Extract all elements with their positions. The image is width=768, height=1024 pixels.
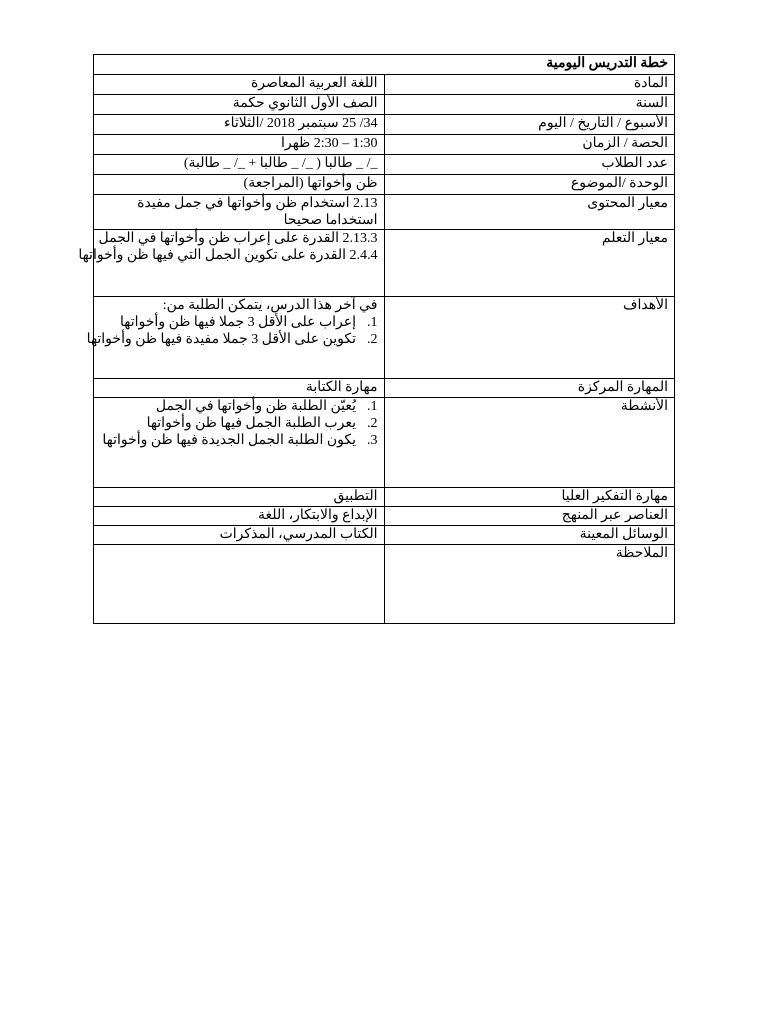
activities-value [94,398,385,488]
objectives-label: الأهداف [384,297,675,379]
row-teaching-aids [94,526,675,545]
teaching-aids-value: الكتاب المدرسي، المذكرات [94,526,385,545]
row-subject [94,75,675,95]
activity-item [98,415,378,432]
row-activities [94,398,675,488]
activity-text: يكون الطلبة الجمل الجديدة فيها ظن وأخواتها [102,433,356,448]
activity-item [98,432,378,449]
objective-number: 1. [367,315,378,330]
year-value: الصف الأول الثانوي حكمة [94,95,385,115]
row-year [94,95,675,115]
objective-text: تكوين على الأقل 3 جملا مفيدة فيها ظن وأخواتها [86,332,356,347]
activity-number: 3. [367,433,378,448]
learning-standard-item: 2.4.4 القدرة على تكوين الجمل التي فيها ظن وأخواتها [78,248,378,263]
row-students-count [94,155,675,175]
row-focused-skill [94,379,675,398]
objective-text: إعراب على الأقل 3 جملا فيها ظن وأخواتها [120,315,356,330]
focused-skill-label: المهارة المركزة [384,379,675,398]
objective-item [86,331,378,348]
unit-topic-label: الوحدة /الموضوع [384,175,675,195]
row-content-standard [94,195,675,230]
year-label: السنة [384,95,675,115]
row-objectives [94,297,675,379]
higher-thinking-label: مهارة التفكير العليا [384,488,675,507]
learning-standard-value [78,230,385,297]
activity-number: 2. [367,416,378,431]
week-date-day-label: الأسبوع / التاريخ / اليوم [384,115,675,135]
students-count-label: عدد الطلاب [384,155,675,175]
students-count-value: _/ _ طالبا ( _/ _ طالبا + _/ _ طالبة) [94,155,385,175]
row-period-time [94,135,675,155]
objectives-value [86,297,385,379]
higher-thinking-value: التطبيق [94,488,385,507]
row-learning-standard [94,230,675,297]
activity-number: 1. [367,399,378,414]
activity-item [98,398,378,415]
content-standard-label: معيار المحتوى [384,195,675,230]
row-week-date-day [94,115,675,135]
period-time-value: 1:30 – 2:30 ظهرا [94,135,385,155]
teaching-aids-label: الوسائل المعينة [384,526,675,545]
notes-label: الملاحظة [384,545,675,624]
lesson-plan-table [78,54,675,624]
cross-curricular-value: الإبداع والابتكار، اللغة [94,507,385,526]
activity-text: يعرب الطلبة الجمل فيها ظن وأخواتها [146,416,356,431]
objective-item [98,314,378,331]
activity-text: يُعيّن الطلبة ظن وأخواتها في الجمل [155,399,356,414]
plan-title: خطة التدريس اليومية [94,55,675,75]
unit-topic-value: ظن وأخواتها (المراجعة) [94,175,385,195]
objective-number: 2. [367,332,378,347]
focused-skill-value: مهارة الكتابة [94,379,385,398]
objectives-intro: في آخر هذا الدرس، يتمكن الطلبة من: [162,298,378,313]
activities-label: الأنشطة [384,398,675,488]
notes-value [94,545,385,624]
week-date-day-value: 34/ 25 سبتمبر 2018 /الثلاثاء [94,115,385,135]
row-notes [94,545,675,624]
cross-curricular-label: العناصر عبر المنهج [384,507,675,526]
learning-standard-label: معيار التعلم [384,230,675,297]
subject-value: اللغة العربية المعاصرة [94,75,385,95]
period-time-label: الحصة / الزمان [384,135,675,155]
row-higher-thinking [94,488,675,507]
learning-standard-item: 2.13.3 القدرة على إعراب ظن وأخواتها في الجمل [98,231,378,246]
content-standard-value: 2.13 استخدام ظن وأخواتها في جمل مفيدة استخداما صحيحا [94,195,385,230]
row-unit-topic [94,175,675,195]
row-cross-curricular [94,507,675,526]
subject-label: المادة [384,75,675,95]
